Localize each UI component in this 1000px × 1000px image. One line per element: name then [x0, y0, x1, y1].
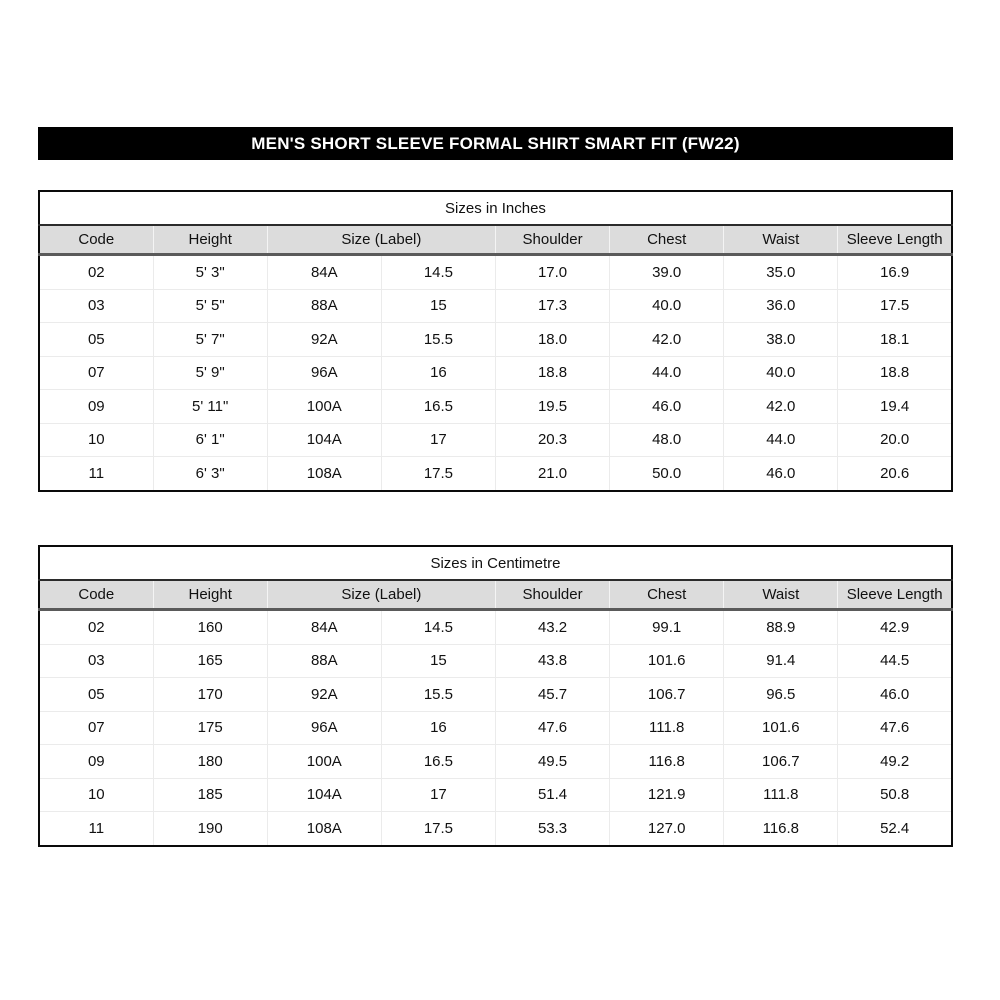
- table-row: [39, 711, 952, 745]
- column-header-sleeve-length: Sleeve Length: [838, 580, 952, 610]
- table-cell: 17: [381, 423, 495, 457]
- table-cell: 96A: [267, 356, 381, 390]
- table-cell: 10: [39, 778, 153, 812]
- table-row: [39, 255, 952, 290]
- table-cell: 108A: [267, 812, 381, 846]
- table-cell: 100A: [267, 745, 381, 779]
- table-cell: 18.0: [496, 323, 610, 357]
- table-cell: 42.0: [724, 390, 838, 424]
- table-cell: 99.1: [610, 610, 724, 645]
- table-cell: 53.3: [496, 812, 610, 846]
- table-cell: 101.6: [610, 644, 724, 678]
- table-cell: 88A: [267, 644, 381, 678]
- table-title: Sizes in Inches: [39, 191, 952, 225]
- table-cell: 17.3: [496, 289, 610, 323]
- table-cell: 100A: [267, 390, 381, 424]
- table-cell: 16.5: [381, 390, 495, 424]
- table-cell: 17.0: [496, 255, 610, 290]
- column-header-chest: Chest: [610, 225, 724, 255]
- table-cell: 111.8: [610, 711, 724, 745]
- table-cell: 6' 3": [153, 457, 267, 491]
- table-cell: 185: [153, 778, 267, 812]
- table-row: [39, 457, 952, 491]
- table-cell: 21.0: [496, 457, 610, 491]
- table-cell: 19.5: [496, 390, 610, 424]
- column-header-size-label: Size (Label): [267, 225, 495, 255]
- table-row: [39, 323, 952, 357]
- table-title: Sizes in Centimetre: [39, 546, 952, 580]
- column-header-sleeve-length: Sleeve Length: [838, 225, 952, 255]
- table-cell: 18.1: [838, 323, 952, 357]
- table-cell: 42.0: [610, 323, 724, 357]
- table-row: [39, 610, 952, 645]
- table-cell: 47.6: [496, 711, 610, 745]
- table-cell: 18.8: [838, 356, 952, 390]
- column-header-height: Height: [153, 225, 267, 255]
- table-body: [39, 255, 952, 491]
- table-cell: 11: [39, 812, 153, 846]
- table-cell: 38.0: [724, 323, 838, 357]
- table-cell: 121.9: [610, 778, 724, 812]
- table-cell: 92A: [267, 678, 381, 712]
- column-header-shoulder: Shoulder: [496, 225, 610, 255]
- table-row: [39, 812, 952, 846]
- table-cell: 15: [381, 644, 495, 678]
- table-cell: 16: [381, 711, 495, 745]
- table-cell: 03: [39, 289, 153, 323]
- table-row: [39, 423, 952, 457]
- table-cell: 07: [39, 356, 153, 390]
- table-cell: 16.5: [381, 745, 495, 779]
- table-cell: 44.5: [838, 644, 952, 678]
- table-cell: 104A: [267, 423, 381, 457]
- table-cell: 07: [39, 711, 153, 745]
- table-cell: 88A: [267, 289, 381, 323]
- product-title-bar: [38, 127, 953, 160]
- table-cell: 05: [39, 678, 153, 712]
- table-cell: 44.0: [610, 356, 724, 390]
- table-cell: 15.5: [381, 323, 495, 357]
- column-header-height: Height: [153, 580, 267, 610]
- product-title: MEN'S SHORT SLEEVE FORMAL SHIRT SMART FIT (FW22): [251, 133, 740, 153]
- table-cell: 16.9: [838, 255, 952, 290]
- table-cell: 5' 7": [153, 323, 267, 357]
- table-cell: 5' 3": [153, 255, 267, 290]
- table-cell: 88.9: [724, 610, 838, 645]
- table-body: [39, 610, 952, 846]
- table-cell: 48.0: [610, 423, 724, 457]
- column-header-shoulder: Shoulder: [496, 580, 610, 610]
- table-cell: 09: [39, 390, 153, 424]
- column-header-size-label: Size (Label): [267, 580, 495, 610]
- table-cell: 14.5: [381, 610, 495, 645]
- table-row: [39, 678, 952, 712]
- table-cell: 96.5: [724, 678, 838, 712]
- table-cell: 190: [153, 812, 267, 846]
- column-header-waist: Waist: [724, 225, 838, 255]
- table-cell: 17.5: [838, 289, 952, 323]
- table-cell: 84A: [267, 255, 381, 290]
- table-cell: 05: [39, 323, 153, 357]
- table-cell: 35.0: [724, 255, 838, 290]
- table-row: [39, 289, 952, 323]
- table-cell: 16: [381, 356, 495, 390]
- table-cell: 116.8: [610, 745, 724, 779]
- table-cell: 52.4: [838, 812, 952, 846]
- table-cell: 5' 9": [153, 356, 267, 390]
- table-cell: 36.0: [724, 289, 838, 323]
- table-cell: 50.0: [610, 457, 724, 491]
- table-cell: 43.8: [496, 644, 610, 678]
- table-cell: 45.7: [496, 678, 610, 712]
- table-cell: 11: [39, 457, 153, 491]
- table-cell: 106.7: [610, 678, 724, 712]
- table-row: [39, 390, 952, 424]
- table-cell: 104A: [267, 778, 381, 812]
- table-cell: 96A: [267, 711, 381, 745]
- table-cell: 40.0: [724, 356, 838, 390]
- table-cell: 91.4: [724, 644, 838, 678]
- table-cell: 20.6: [838, 457, 952, 491]
- table-cell: 46.0: [724, 457, 838, 491]
- table-cell: 92A: [267, 323, 381, 357]
- table-cell: 20.3: [496, 423, 610, 457]
- table-cell: 40.0: [610, 289, 724, 323]
- table-cell: 108A: [267, 457, 381, 491]
- column-header-waist: Waist: [724, 580, 838, 610]
- table-row: [39, 644, 952, 678]
- table-cell: 39.0: [610, 255, 724, 290]
- table-cell: 44.0: [724, 423, 838, 457]
- table-cell: 49.2: [838, 745, 952, 779]
- table-row: [39, 745, 952, 779]
- table-cell: 6' 1": [153, 423, 267, 457]
- table-cell: 15.5: [381, 678, 495, 712]
- table-cell: 20.0: [838, 423, 952, 457]
- table-cell: 43.2: [496, 610, 610, 645]
- table-cell: 101.6: [724, 711, 838, 745]
- table-title-row: [39, 546, 952, 580]
- table-cell: 09: [39, 745, 153, 779]
- table-cell: 02: [39, 255, 153, 290]
- table-cell: 5' 11": [153, 390, 267, 424]
- table-cell: 02: [39, 610, 153, 645]
- table-cell: 170: [153, 678, 267, 712]
- table-cell: 18.8: [496, 356, 610, 390]
- table-cell: 17: [381, 778, 495, 812]
- table-cell: 42.9: [838, 610, 952, 645]
- table-cell: 15: [381, 289, 495, 323]
- table-cell: 17.5: [381, 812, 495, 846]
- table-cell: 47.6: [838, 711, 952, 745]
- table-cell: 46.0: [838, 678, 952, 712]
- table-cell: 5' 5": [153, 289, 267, 323]
- table-cell: 14.5: [381, 255, 495, 290]
- sizes-in-centimetre-table: [38, 545, 953, 847]
- column-header-code: Code: [39, 580, 153, 610]
- table-cell: 50.8: [838, 778, 952, 812]
- table-cell: 17.5: [381, 457, 495, 491]
- column-header-code: Code: [39, 225, 153, 255]
- table-cell: 46.0: [610, 390, 724, 424]
- table-cell: 175: [153, 711, 267, 745]
- table-row: [39, 356, 952, 390]
- table-cell: 160: [153, 610, 267, 645]
- table-cell: 127.0: [610, 812, 724, 846]
- table-cell: 84A: [267, 610, 381, 645]
- table-cell: 03: [39, 644, 153, 678]
- table-cell: 10: [39, 423, 153, 457]
- table-cell: 49.5: [496, 745, 610, 779]
- table-cell: 51.4: [496, 778, 610, 812]
- table-cell: 106.7: [724, 745, 838, 779]
- table-header-row: [39, 225, 952, 255]
- table-header-row: [39, 580, 952, 610]
- sizes-in-inches-table: [38, 190, 953, 492]
- table-cell: 19.4: [838, 390, 952, 424]
- table-cell: 116.8: [724, 812, 838, 846]
- column-header-chest: Chest: [610, 580, 724, 610]
- table-cell: 111.8: [724, 778, 838, 812]
- table-cell: 165: [153, 644, 267, 678]
- table-cell: 180: [153, 745, 267, 779]
- table-title-row: [39, 191, 952, 225]
- table-row: [39, 778, 952, 812]
